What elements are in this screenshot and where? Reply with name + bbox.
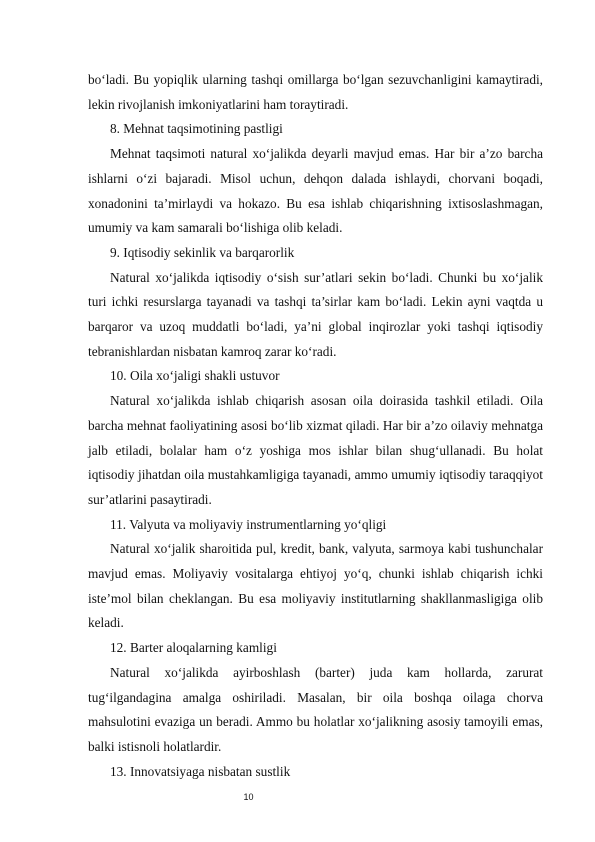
section-heading-13: 13. Innovatsiyaga nisbatan sustlik	[110, 763, 291, 779]
page-body	[88, 68, 543, 784]
paragraph-12: Natural xo‘jalikda ayirboshlash (barter) juda kam hollarda, zarurat tug‘ilgandagina amalga oshiriladi. Masalan, bir oila boshqa oilaga chorva mahsulotini evaziga un beradi. Ammo bu holatlar xo‘jalikning asosiy tamoyili emas, balki istisnoli holatlardir.	[88, 664, 543, 754]
paragraph-continuation: bo‘ladi. Bu yopiqlik ularning tashqi omillarga bo‘lgan sezuvchanligini kamaytiradi, lekin rivojlanish imkoniyatlarini ham toraytiradi.	[88, 72, 543, 112]
section-heading-12: 12. Barter aloqalarning kamligi	[110, 640, 277, 656]
section-heading-11: 11. Valyuta va moliyaviy instrumentlarning yo‘qligi	[110, 516, 387, 532]
paragraph-9: Natural xo‘jalikda iqtisodiy o‘sish sur’atlari sekin bo‘ladi. Chunki bu xo‘jalik turi ichki resurslarga tayanadi va tashqi ta’sirlar kam bo‘ladi. Lekin ayni vaqtda u barqaror va uzoq muddatli bo‘ladi, ya’ni global inqirozlar yoki tashqi iqtisodiy tebranishlardan nisbatan kamroq zarar ko‘radi.	[88, 269, 543, 359]
paragraph-11: Natural xo‘jalik sharoitida pul, kredit, bank, valyuta, sarmoya kabi tushunchalar mavjud emas. Moliyaviy vositalarga ehtiyoj yo‘q, chunki ishlab chiqarish ichki iste’mol bilan cheklangan. Bu esa moliyaviy institutlarning shakllanmasligiga olib keladi.	[88, 541, 543, 631]
paragraph-10: Natural xo‘jalikda ishlab chiqarish asosan oila doirasida tashkil etiladi. Oila barcha mehnat faoliyatining asosi bo‘lib xizmat qiladi. Har bir a’zo oilaviy mehnatga jalb etiladi, bolalar ham o‘z yoshiga mos ishlar bilan shug‘ullanadi. Bu holat iqtisodiy jihatdan oila mustahkamligiga tayanadi, ammo umumiy iqtisodiy taraqqiyot sur’atlarini pasaytiradi.	[88, 393, 543, 507]
page-number: 10	[243, 792, 254, 802]
section-heading-8: 8. Mehnat taqsimotining pastligi	[110, 121, 283, 137]
paragraph-8: Mehnat taqsimoti natural xo‘jalikda deyarli mavjud emas. Har bir a’zo barcha ishlarni o‘zi bajaradi. Misol uchun, dehqon dalada ishlaydi, chorvani boqadi, xonadonini ta’mirlaydi va hokazo. Bu esa ishlab chiqarishning ixtisoslashmagan, umumiy va kam samarali bo‘lishiga olib keladi.	[88, 146, 543, 236]
section-heading-10: 10. Oila xo‘jaligi shakli ustuvor	[110, 368, 280, 384]
section-heading-9: 9. Iqtisodiy sekinlik va barqarorlik	[110, 244, 295, 260]
